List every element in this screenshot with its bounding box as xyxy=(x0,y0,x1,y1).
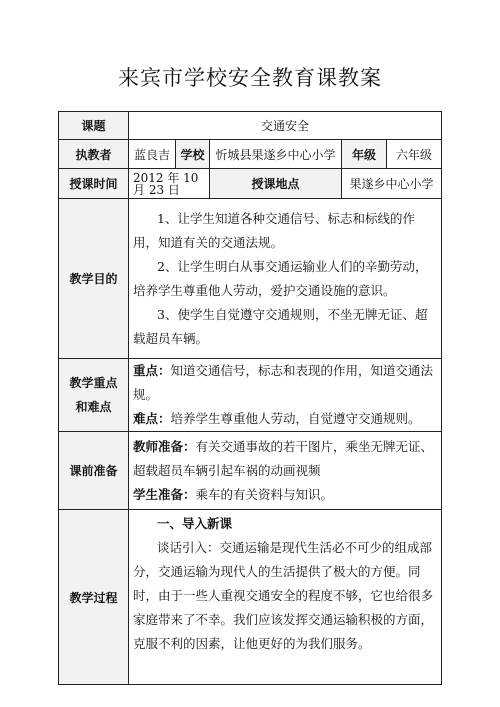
value-place: 果遂乡中心小学 xyxy=(342,169,442,199)
label-key-points xyxy=(59,359,129,432)
label-grade: 年级 xyxy=(342,140,387,169)
process-text: 谈话引入：交通运输是现代生活必不可少的组成部分，交通运输为现代人的生活提供了极大的方便。同时，由于一些人重视交通安全的程度不够，它也给很多家庭带来了不幸。我们应该发挥交通运输积极的方面，克服不利的因素，让他更好的为我们服务。 xyxy=(133,540,434,651)
teacher-prep-label: 教师准备： xyxy=(133,438,196,454)
label-teacher: 执教者 xyxy=(59,140,129,169)
difficulty-text: 培养学生尊重他人劳动，自觉遵守交通规则。 xyxy=(170,411,421,426)
focus-line xyxy=(133,359,437,407)
value-topic: 交通安全 xyxy=(129,112,442,140)
row-goals xyxy=(59,199,442,359)
value-school: 忻城县果遂乡中心小学 xyxy=(210,140,342,169)
row-key-points xyxy=(59,359,442,432)
student-prep-text: 乘车的有关资料与知识。 xyxy=(195,486,334,502)
difficulty-label: 难点： xyxy=(133,411,171,426)
label-process: 教学过程 xyxy=(59,510,129,685)
label-place: 授课地点 xyxy=(210,169,342,199)
label-topic: 课题 xyxy=(59,112,129,140)
label-prep: 课前准备 xyxy=(59,432,129,510)
row-teacher xyxy=(59,140,442,169)
row-prep xyxy=(59,432,442,510)
key-points-cell xyxy=(129,359,442,432)
goal-item: 2、让学生明白从事交通运输业人们的辛勤劳动，培养学生尊重他人劳动，爱护交通设施的意识。 xyxy=(133,258,428,298)
goal-item: 1、让学生知道各种交通信号、标志和标线的作用，知道有关的交通法规。 xyxy=(133,210,415,250)
process-cell xyxy=(129,510,442,685)
label-time: 授课时间 xyxy=(59,169,129,199)
difficulty-line xyxy=(133,407,437,431)
focus-label: 重点： xyxy=(133,363,171,378)
student-prep-line xyxy=(133,483,437,507)
value-time: 2012 年 10 月 23 日 xyxy=(129,169,210,199)
focus-text: 知道交通信号，标志和表现的作用，知道交通法规。 xyxy=(133,363,434,402)
row-process xyxy=(59,510,442,685)
row-topic xyxy=(59,112,442,140)
label-school: 学校 xyxy=(176,140,210,169)
prep-cell xyxy=(129,432,442,510)
label-key-line2: 和难点 xyxy=(75,400,112,414)
value-teacher: 蓝良吉 xyxy=(129,140,176,169)
document-title: 来宾市学校安全教育课教案 xyxy=(118,66,382,90)
lesson-plan-table xyxy=(58,111,442,685)
label-goals: 教学目的 xyxy=(59,199,129,359)
value-grade: 六年级 xyxy=(387,140,442,169)
student-prep-label: 学生准备： xyxy=(133,486,196,502)
teacher-prep-line xyxy=(133,435,437,483)
goals-cell xyxy=(129,199,442,359)
label-key-line1: 教学重点 xyxy=(69,376,118,390)
goal-item: 3、使学生自觉遵守交通规则，不坐无牌无证、超载超员车辆。 xyxy=(133,306,428,346)
teacher-prep-text: 有关交通事故的若干图片，乘坐无牌无证、超载超员车辆引起车祸的动画视频 xyxy=(133,438,434,478)
row-time xyxy=(59,169,442,199)
process-heading: 一、导入新课 xyxy=(157,516,233,531)
